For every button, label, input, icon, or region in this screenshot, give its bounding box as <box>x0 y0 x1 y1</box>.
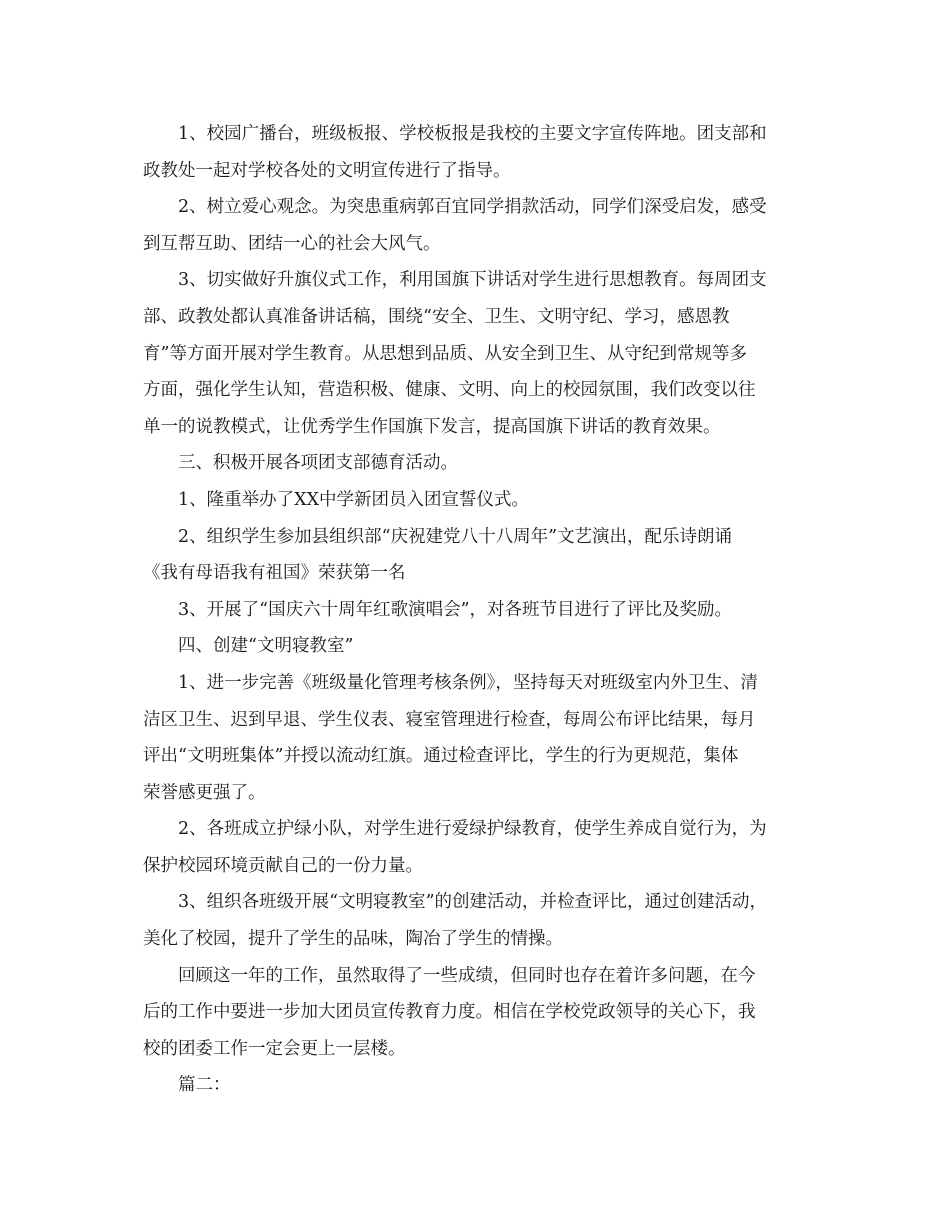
text-line: 荣誉感更强了。 <box>143 782 266 803</box>
text-line: 校的团委工作一定会更上一层楼。 <box>143 1038 406 1059</box>
section-heading: 三、积极开展各项团支部德育活动。 <box>178 453 458 474</box>
text-line: 保护校园环境贡献自己的一份力量。 <box>143 855 423 876</box>
text-line: 2、组织学生参加县组织部“庆祝建党八十八周年”文艺演出，配乐诗朗诵 <box>178 526 733 547</box>
text-line: 评出“文明班集体”并授以流动红旗。通过检查评比，学生的行为更规范，集体 <box>143 746 739 767</box>
text-line: 2、各班成立护绿小队，对学生进行爱绿护绿教育，使学生养成自觉行为，为 <box>178 819 767 840</box>
text-line: 1、进一步完善《班级量化管理考核条例》，坚持每天对班级室内外卫生、清 <box>178 672 758 693</box>
text-line: 方面，强化学生认知，营造积极、健康、文明、向上的校园氛围，我们改变以往 <box>143 380 756 401</box>
text-line: 3、开展了“国庆六十周年红歌演唱会”，对各班节目进行了评比及奖励。 <box>178 599 733 620</box>
section-heading: 篇二： <box>178 1075 231 1096</box>
text-line: 3、切实做好升旗仪式工作，利用国旗下讲话对学生进行思想教育。每周团支 <box>178 270 767 291</box>
text-line: 单一的说教模式，让优秀学生作国旗下发言，提高国旗下讲话的教育效果。 <box>143 416 721 437</box>
text-line: 育”等方面开展对学生教育。从思想到品质、从安全到卫生、从守纪到常规等多 <box>143 343 747 364</box>
text-line: 3、组织各班级开展“文明寝教室”的创建活动，并检查评比，通过创建活动， <box>178 892 768 913</box>
document-body <box>143 116 808 1104</box>
text-line: 洁区卫生、迟到早退、学生仪表、寝室管理进行检查，每周公布评比结果，每月 <box>143 709 756 730</box>
text-line: 2、树立爱心观念。为突患重病郭百宜同学捐款活动，同学们深受启发，感受 <box>178 197 767 218</box>
text-line: 回顾这一年的工作，虽然取得了一些成绩，但同时也存在着许多问题，在今 <box>178 965 756 986</box>
text-line: 1、隆重举办了XX中学新团员入团宣誓仪式。 <box>178 489 530 510</box>
text-line: 政教处一起对学校各处的文明宣传进行了指导。 <box>143 160 511 181</box>
text-line: 1、校园广播台，班级板报、学校板报是我校的主要文字宣传阵地。团支部和 <box>178 124 767 144</box>
text-line: 后的工作中要进一步加大团员宣传教育力度。相信在学校党政领导的关心下，我 <box>143 1002 756 1023</box>
section-heading: 四、创建“文明寝教室” <box>178 636 354 657</box>
text-line: 部、政教处都认真准备讲话稿，围绕“安全、卫生、文明守纪、学习，感恩教 <box>143 306 730 327</box>
text-line: 到互帮互助、团结一心的社会大风气。 <box>143 233 441 254</box>
text-line: 《我有母语我有祖国》荣获第一名 <box>143 563 406 584</box>
text-line: 美化了校园，提升了学生的品味，陶冶了学生的情操。 <box>143 929 563 950</box>
